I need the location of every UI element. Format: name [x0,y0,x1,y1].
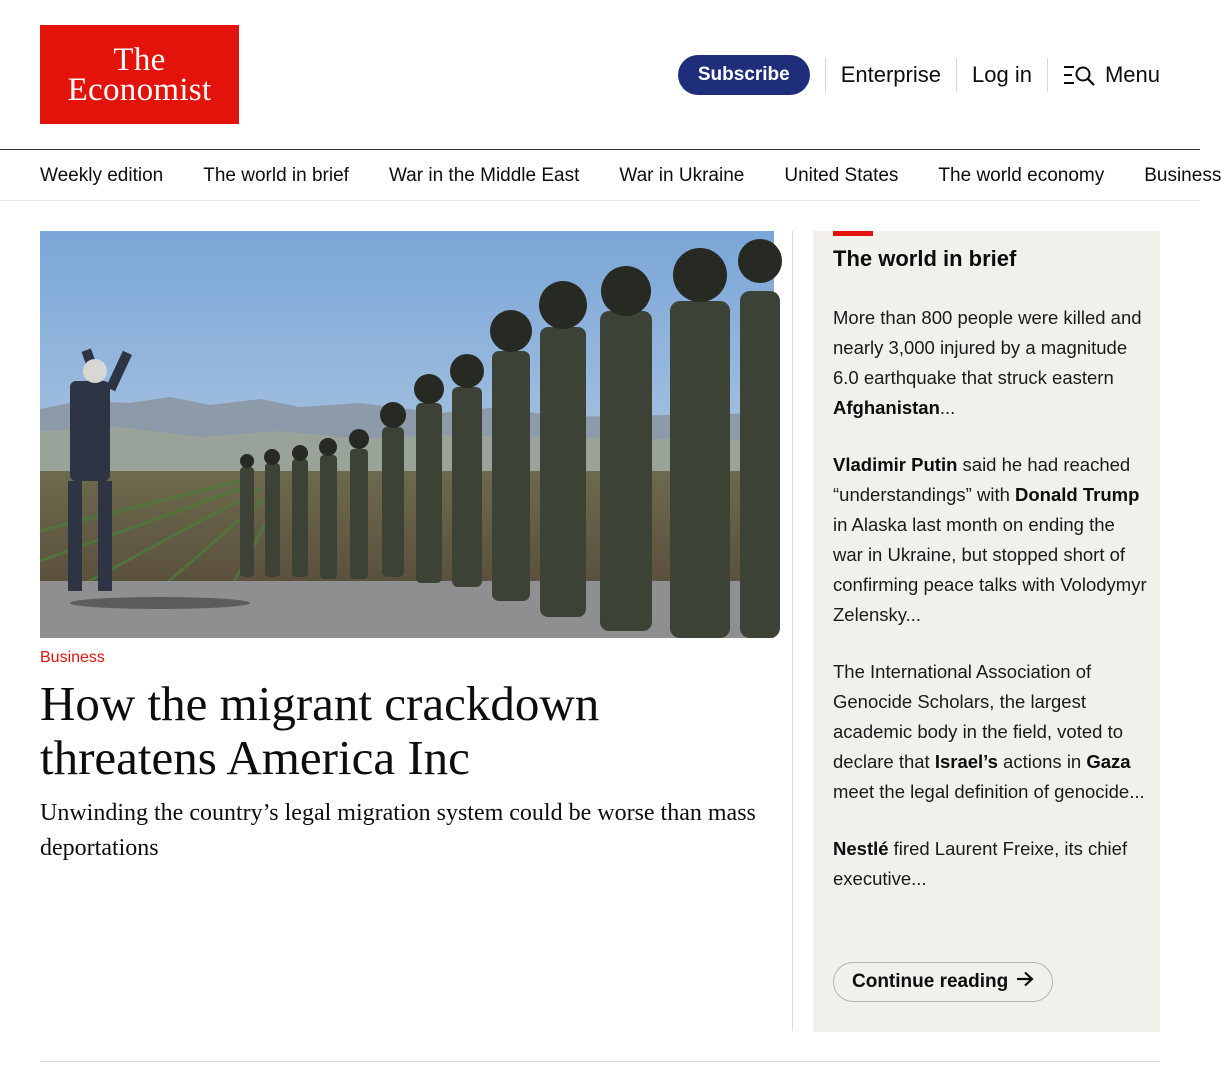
brief-item[interactable] [833,834,1148,894]
brief-item[interactable] [833,657,1148,807]
economist-logo[interactable] [40,25,239,124]
nav-item-the-world-economy[interactable]: The world economy [938,165,1105,186]
brief-items [833,303,1148,921]
world-in-brief-panel [813,231,1160,1032]
column-divider [792,231,793,1031]
nav-item-war-in-ukraine[interactable]: War in Ukraine [619,165,745,186]
brief-item-text: ... [939,397,956,418]
subscribe-button[interactable]: Subscribe [678,55,810,95]
brief-item-keyword: Donald Trump [1015,484,1140,505]
section-nav-list [40,151,1221,201]
lead-story-image[interactable] [40,231,774,638]
brief-item[interactable] [833,450,1148,630]
brief-item[interactable] [833,303,1148,423]
lead-headline[interactable]: How the migrant crackdown threatens America Inc [40,676,600,785]
arrow-right-icon [1016,971,1034,993]
section-nav [0,151,1221,201]
lead-standfirst: Unwinding the country’s legal migration system could be worse than mass deportations [40,800,756,861]
world-in-brief-title[interactable]: The world in brief [833,246,1017,271]
continue-reading-button[interactable] [833,962,1053,1002]
continue-reading-label: Continue reading [852,971,1009,992]
site-header [0,0,1200,150]
login-link[interactable]: Log in [972,62,1032,87]
brief-item-text: More than 800 people were killed and nearly 3,000 injured by a magnitude 6.0 earthquake that struck eastern [833,307,1142,388]
brief-item-keyword: Vladimir Putin [833,454,958,475]
logo-line-1: The [113,41,166,78]
brief-item-text: The International Association of Genocide Scholars, the largest academic body in the field, voted to declare that [833,661,1124,772]
nav-item-united-states[interactable]: United States [784,165,899,186]
section-tag[interactable]: Business [40,649,105,666]
brief-item-text: in Alaska last month on ending the war in Ukraine, but stopped short of confirming peace talks with Volodymyr Zelensky... [833,514,1147,625]
enterprise-link[interactable]: Enterprise [840,62,941,87]
nav-item-business[interactable]: Business [1144,165,1221,186]
brief-item-text: said he had reached “understandings” with [833,454,1131,505]
brief-item-keyword: Israel’s [934,751,998,772]
brief-item-text: meet the legal definition of genocide... [833,781,1145,802]
menu-button[interactable] [1063,62,1160,88]
bottom-divider [40,1061,1160,1062]
nav-item-war-in-the-middle-east[interactable]: War in the Middle East [388,165,580,186]
menu-search-icon [1063,64,1097,86]
accent-bar [833,231,873,236]
header-actions [678,54,1160,96]
lead-photo [40,231,774,638]
nav-item-weekly-edition[interactable]: Weekly edition [40,165,164,186]
nav-item-the-world-in-brief[interactable]: The world in brief [203,165,349,186]
brief-item-keyword: Afghanistan [833,397,940,418]
divider [956,58,957,92]
brief-item-text: fired Laurent Freixe, its chief executive... [833,838,1128,889]
brief-item-keyword: Nestlé [833,838,889,859]
logo-line-2: Economist [67,71,212,108]
divider [825,58,826,92]
menu-label: Menu [1104,62,1160,87]
divider [1047,58,1048,92]
brief-item-text: actions in [997,751,1087,772]
brief-item-keyword: Gaza [1086,751,1131,772]
